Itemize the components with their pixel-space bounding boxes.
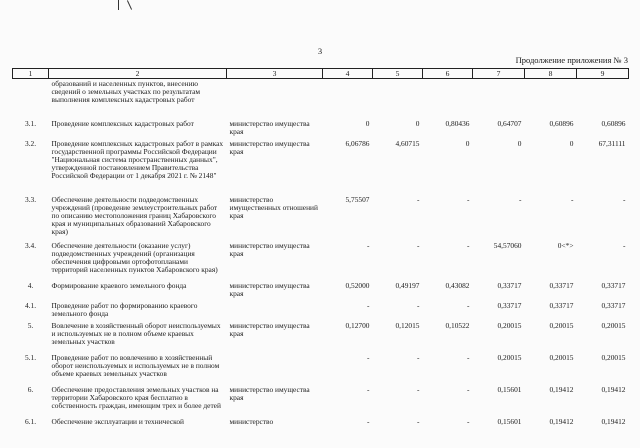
row-value-8: 0<*>	[557, 240, 574, 250]
column-header: 2	[49, 69, 227, 79]
row-value-9: 0,19412	[601, 416, 626, 426]
row-value-4: -	[367, 384, 370, 394]
scan-mark	[127, 0, 132, 9]
row-value-5: -	[417, 300, 420, 310]
table-row	[13, 417, 629, 431]
row-ministry: министерство имущественных отношений края	[229, 194, 318, 220]
column-header: 1	[13, 69, 49, 79]
row-value-5: 0,49197	[395, 280, 420, 290]
row-value-4: 0,52000	[345, 280, 370, 290]
column-header: 9	[577, 69, 629, 79]
row-value-4	[323, 79, 373, 119]
row-value-6: 0,10522	[445, 320, 470, 330]
row-number: 6.	[27, 384, 34, 394]
row-value-7: 0,20015	[497, 320, 522, 330]
row-value-8: 0,20015	[549, 352, 574, 362]
row-value-8: 0	[569, 138, 574, 148]
table-row	[13, 385, 629, 417]
table-row	[13, 119, 629, 139]
row-value-9: 67,31111	[598, 138, 626, 148]
row-name: Проведение работ по формированию краевого земельного фонда	[51, 300, 198, 318]
row-value-6: -	[467, 240, 470, 250]
row-value-5: -	[417, 352, 420, 362]
table-row	[13, 195, 629, 241]
row-value-5: -	[417, 416, 420, 426]
row-value-4: -	[367, 300, 370, 310]
row-value-7: 0,64707	[497, 118, 522, 128]
row-number: 4.1.	[24, 300, 37, 310]
row-value-6: 0	[465, 138, 470, 148]
row-value-7: 0,20015	[497, 352, 522, 362]
row-value-4: 6,06786	[345, 138, 370, 148]
row-value-4: 0,12700	[345, 320, 370, 330]
row-name: Обеспечение деятельности (оказание услуг) подведомственных учреждений (организация обеспечения цифровыми ортофотопланами территорий населенных пунктов Хабаровского края)	[51, 240, 218, 274]
row-value-5	[373, 79, 423, 119]
row-value-9: 0,19412	[601, 384, 626, 394]
page-number: 3	[317, 46, 323, 56]
table-row	[13, 321, 629, 353]
row-value-8: 0,33717	[549, 300, 574, 310]
row-value-9: 0,20015	[601, 320, 626, 330]
row-value-5: -	[417, 194, 420, 204]
row-value-6: 0,43082	[445, 280, 470, 290]
row-value-7	[473, 79, 525, 119]
row-value-6: -	[467, 194, 470, 204]
row-name: Вовлечение в хозяйственный оборот неиспользуемых и используемых не в полном объеме краевых земельных участков	[51, 320, 221, 346]
row-value-9: 0,60896	[601, 118, 626, 128]
row-value-7: 0,15601	[497, 416, 522, 426]
row-ministry: министерство имущества края	[229, 280, 310, 298]
scan-mark	[118, 0, 119, 10]
row-value-7: 0	[517, 138, 522, 148]
row-value-8: 0,19412	[549, 416, 574, 426]
row-name: Обеспечение деятельности подведомственных учреждений (проведение землеустроительных работ по описанию местоположения границ Хабаровского края и муниципальных образований Хабаровского края)	[51, 194, 218, 236]
row-ministry: министерство имущества края	[229, 118, 310, 136]
table-row	[13, 281, 629, 301]
row-value-5: 0,12015	[395, 320, 420, 330]
row-value-6: -	[467, 416, 470, 426]
row-number: 5.	[27, 320, 34, 330]
row-number	[13, 79, 49, 119]
row-value-9	[577, 79, 629, 119]
row-name: образований и населенных пунктов, внесению сведений о земельных участках по результатам выполнения комплексных кадастровых работ	[51, 79, 201, 104]
row-value-5: -	[417, 384, 420, 394]
row-number: 5.1.	[24, 352, 37, 362]
row-number: 4.	[27, 280, 34, 290]
table-row	[13, 139, 629, 195]
row-value-5: -	[417, 240, 420, 250]
row-value-7: -	[519, 194, 522, 204]
column-header: 3	[227, 69, 323, 79]
row-value-4: -	[367, 352, 370, 362]
column-header: 5	[373, 69, 423, 79]
row-value-6: 0,80436	[445, 118, 470, 128]
row-ministry: министерство имущества края	[229, 320, 310, 338]
row-value-7: 54,57060	[493, 240, 522, 250]
header-row	[13, 69, 629, 79]
table-row	[13, 79, 629, 119]
row-ministry: министерство имущества края	[229, 138, 310, 156]
row-value-8: 0,19412	[549, 384, 574, 394]
row-name: Проведение комплексных кадастровых работ	[51, 118, 194, 128]
continuation-note: Продолжение приложения № 3	[515, 55, 628, 65]
row-value-5: 4,60715	[395, 138, 420, 148]
row-value-4: 0	[365, 118, 370, 128]
row-value-4: -	[367, 240, 370, 250]
appendix-table	[12, 68, 629, 431]
row-value-6	[423, 79, 473, 119]
table-row	[13, 353, 629, 385]
row-value-8: 0,33717	[549, 280, 574, 290]
row-ministry: министерство имущества края	[229, 240, 310, 258]
table-row	[13, 241, 629, 281]
row-ministry	[227, 79, 323, 119]
table-row	[13, 301, 629, 321]
row-value-8	[525, 79, 577, 119]
row-ministry: министерство	[229, 416, 274, 426]
row-number: 3.2.	[24, 138, 37, 148]
row-value-4: -	[367, 416, 370, 426]
row-value-6: -	[467, 300, 470, 310]
column-header: 4	[323, 69, 373, 79]
row-value-5: 0	[415, 118, 420, 128]
column-header: 8	[525, 69, 577, 79]
row-name: Обеспечение эксплуатации и технической	[51, 416, 184, 426]
row-ministry: министерство имущества края	[229, 384, 310, 402]
row-ministry	[227, 353, 323, 385]
column-header: 6	[423, 69, 473, 79]
row-value-9: -	[623, 194, 626, 204]
row-name: Проведение комплексных кадастровых работ в рамках государственной программы Российской Федерации "Национальная система пространственных данных", утвержденной постановлением Правительства Российской Федерации от 1 декабря 2021 г. № 2148"	[51, 138, 224, 180]
row-value-7: 0,33717	[497, 280, 522, 290]
row-value-9: -	[623, 240, 626, 250]
row-value-9: 0,33717	[601, 280, 626, 290]
row-number: 3.1.	[24, 118, 37, 128]
row-value-8: 0,20015	[549, 320, 574, 330]
row-value-8: 0,60896	[549, 118, 574, 128]
row-value-9: 0,20015	[601, 352, 626, 362]
row-value-6: -	[467, 352, 470, 362]
row-value-8: -	[571, 194, 574, 204]
row-number: 3.3.	[24, 194, 37, 204]
row-name: Формирование краевого земельного фонда	[51, 280, 187, 290]
row-value-4: 5,75507	[345, 194, 370, 204]
row-ministry	[227, 301, 323, 321]
row-number: 3.4.	[24, 240, 37, 250]
row-name: Обеспечение предоставления земельных участков на территории Хабаровского края бесплатно в собственность граждан, имеющим трех и более детей	[51, 384, 221, 410]
row-value-7: 0,15601	[497, 384, 522, 394]
row-number: 6.1.	[24, 416, 37, 426]
column-header: 7	[473, 69, 525, 79]
row-name: Проведение работ по вовлечению в хозяйственный оборот неиспользуемых и используемых не в полном объеме краевых земельных участков	[51, 352, 220, 378]
row-value-7: 0,33717	[497, 300, 522, 310]
row-value-9: 0,33717	[601, 300, 626, 310]
row-value-6: -	[467, 384, 470, 394]
